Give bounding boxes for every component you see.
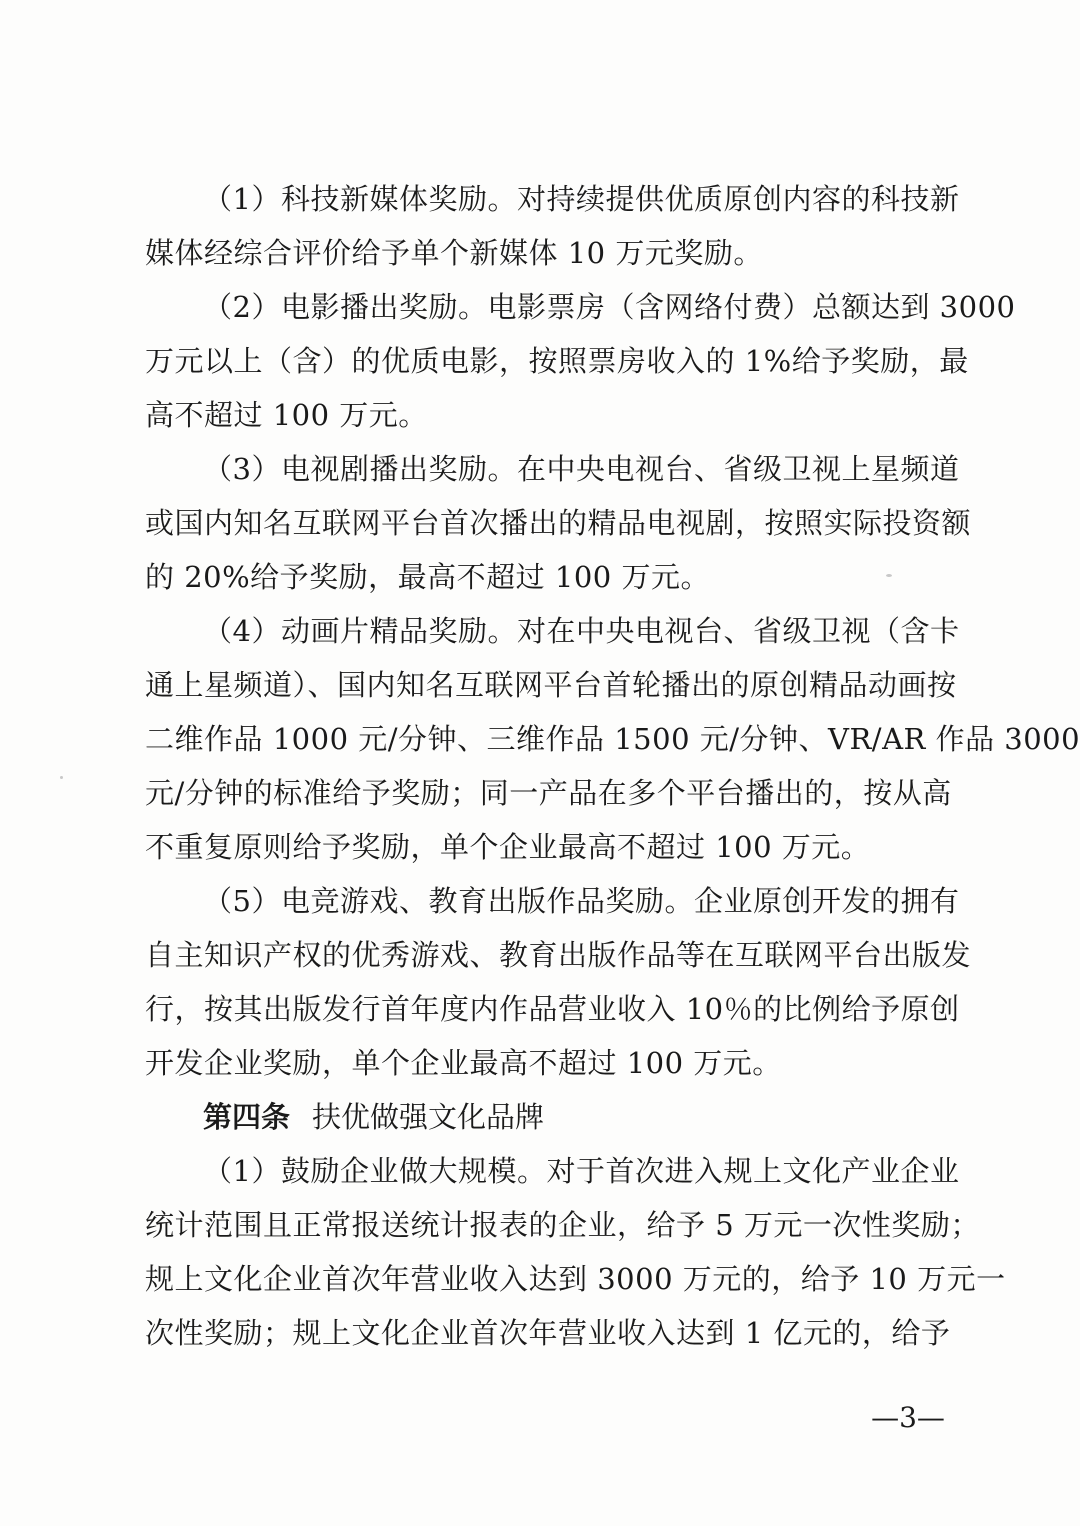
paragraph-line: （5）电竞游戏、教育出版作品奖励。企业原创开发的拥有 [203, 884, 960, 918]
article-heading [145, 1090, 945, 1144]
paragraph-line: （2）电影播出奖励。电影票房（含网络付费）总额达到 3000 [203, 290, 1016, 324]
paragraph-line: 元/分钟的标准给予奖励；同一产品在多个平台播出的，按从高 [145, 776, 952, 810]
paragraph-line: （1）科技新媒体奖励。对持续提供优质原创内容的科技新 [203, 182, 960, 216]
paragraph-line: （3）电视剧播出奖励。在中央电视台、省级卫视上星频道 [203, 452, 960, 486]
paragraph-line: 通上星频道）、国内知名互联网平台首轮播出的原创精品动画按 [145, 668, 957, 702]
paragraph-2 [145, 280, 1016, 442]
paragraph-1 [145, 172, 960, 280]
article-label: 第四条 [203, 1100, 291, 1134]
paragraph-line: 二维作品 1000 元/分钟、三维作品 1500 元/分钟、VR/AR 作品 3000 [145, 722, 1080, 756]
paragraph-line: 媒体经综合评价给予单个新媒体 10 万元奖励。 [145, 236, 763, 270]
paragraph-4 [145, 604, 1080, 874]
paragraph-line: （4）动画片精品奖励。对在中央电视台、省级卫视（含卡 [203, 614, 960, 648]
paragraph-line: 高不超过 100 万元。 [145, 398, 428, 432]
paragraph-line: 规上文化企业首次年营业收入达到 3000 万元的，给予 10 万元一 [145, 1262, 1006, 1296]
scan-speck [60, 776, 63, 779]
paragraph-line: 行，按其出版发行首年度内作品营业收入 10％的比例给予原创 [145, 992, 960, 1026]
paragraph-line: 开发企业奖励，单个企业最高不超过 100 万元。 [145, 1046, 782, 1080]
paragraph-line: 不重复原则给予奖励，单个企业最高不超过 100 万元。 [145, 830, 871, 864]
paragraph-line: 的 20%给予奖励，最高不超过 100 万元。 [145, 560, 710, 594]
paragraph-3 [145, 442, 972, 604]
paragraph-line: 自主知识产权的优秀游戏、教育出版作品等在互联网平台出版发 [145, 938, 972, 972]
paragraph-line: 统计范围且正常报送统计报表的企业，给予 5 万元一次性奖励； [145, 1208, 980, 1242]
paragraph-5 [145, 874, 972, 1090]
paragraph-line: 次性奖励；规上文化企业首次年营业收入达到 1 亿元的，给予 [145, 1316, 951, 1350]
article-title: 扶优做强文化品牌 [312, 1100, 545, 1134]
document-body [145, 172, 1080, 1360]
page-number: —3— [871, 1401, 945, 1434]
paragraph-6 [145, 1144, 1006, 1360]
paragraph-line: 万元以上（含）的优质电影，按照票房收入的 1%给予奖励，最 [145, 344, 969, 378]
scan-speck [886, 574, 892, 577]
paragraph-line: （1）鼓励企业做大规模。对于首次进入规上文化产业企业 [203, 1154, 960, 1188]
paragraph-line: 或国内知名互联网平台首次播出的精品电视剧，按照实际投资额 [145, 506, 972, 540]
